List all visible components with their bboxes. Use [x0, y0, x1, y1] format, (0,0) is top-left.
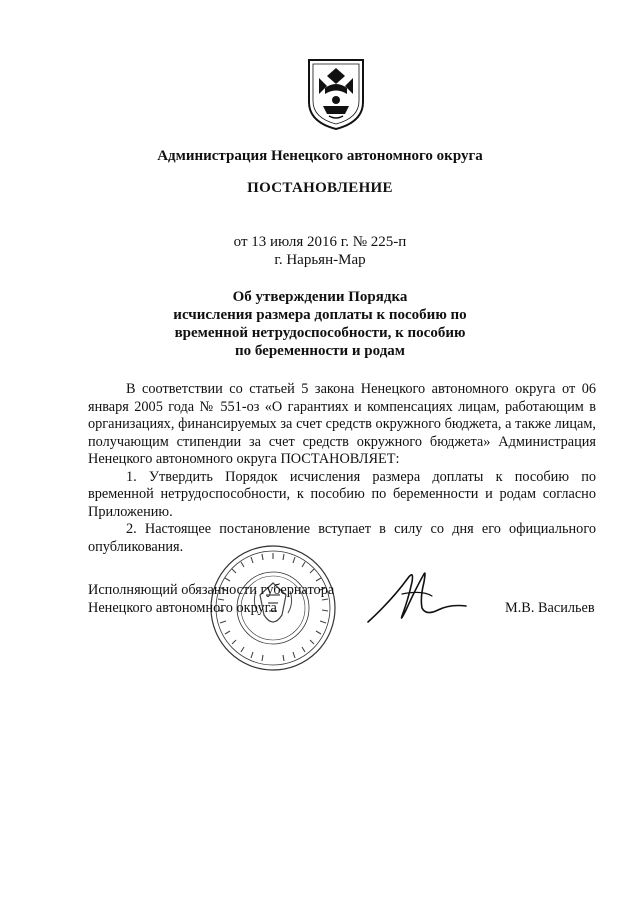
document-date-number: от 13 июля 2016 г. № 225-п	[233, 234, 407, 250]
handwritten-signature-icon	[362, 560, 472, 630]
document-title	[0, 288, 640, 360]
organization-name: Администрация Ненецкого автономного округа	[157, 148, 483, 164]
paragraph: 1. Утвердить Порядок исчисления размера доплаты к пособию по временной нетрудоспособности, к пособию по беременности и родам согласно Приложению.	[88, 468, 596, 520]
position-line: Исполняющий обязанности губернатора	[88, 582, 335, 598]
paragraph: В соответствии со статьей 5 закона Ненецкого автономного округа от 06 января 2005 года № 551-оз «О гарантиях и компенсациях лицам, работающим в организациях, финансируемых за счет средств окружного бюджета, а также лицам, получающим стипендии за счет средств окружного бюджета» Администрация Ненецкого автономного округа ПОСТАНОВЛЯЕТ:	[88, 381, 596, 467]
title-line: временной нетрудоспособности, к пособию	[174, 325, 466, 341]
signatory-position	[88, 582, 334, 617]
paragraph: 2. Настоящее постановление вступает в силу со дня его официального опубликования.	[88, 521, 596, 555]
document-body	[88, 381, 596, 556]
coat-of-arms-icon	[305, 56, 367, 132]
signatory-name: М.В. Васильев	[505, 600, 595, 616]
document-city: г. Нарьян-Мар	[274, 252, 366, 268]
title-line: Об утверждении Порядка	[232, 289, 408, 305]
position-line: Ненецкого автономного округа	[88, 599, 277, 616]
title-line: исчисления размера доплаты к пособию по	[173, 307, 467, 323]
document-type: ПОСТАНОВЛЕНИЕ	[247, 180, 393, 196]
title-line: по беременности и родам	[234, 343, 406, 359]
